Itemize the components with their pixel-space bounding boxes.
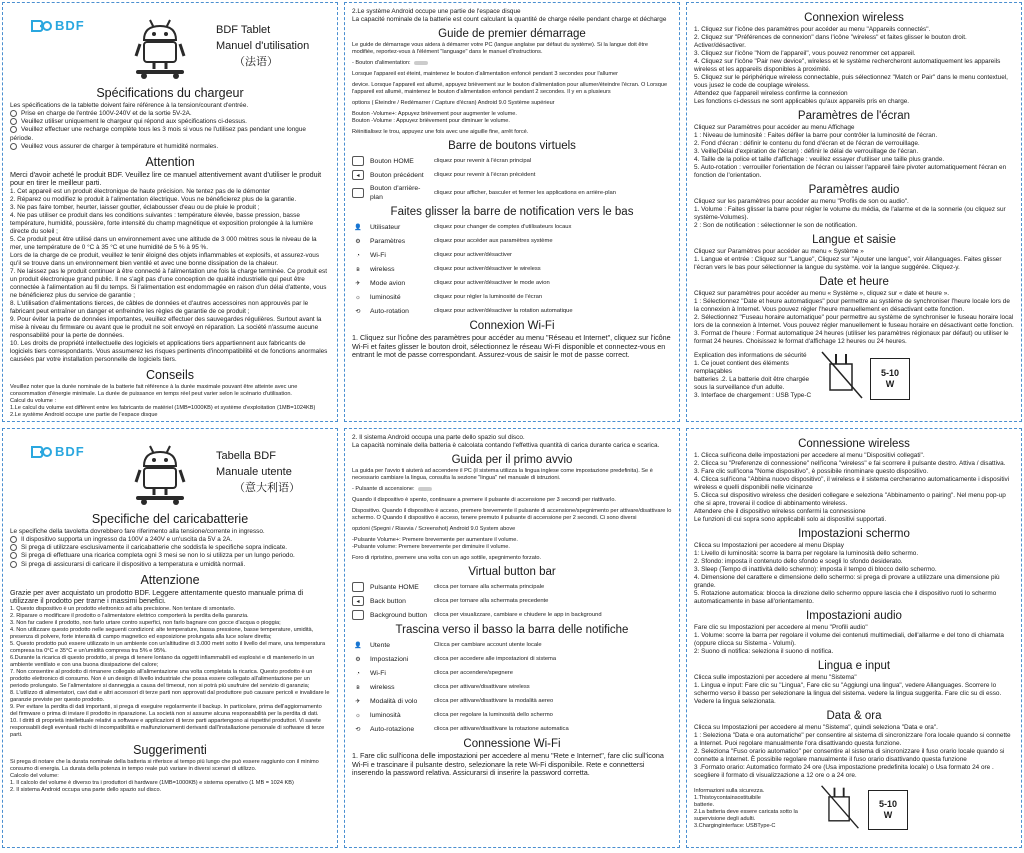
bullet-icon xyxy=(10,544,17,551)
top-note: La capacità nominale della batteria è calcolata contando l'effettiva quantità di carica durante carica e scarica. xyxy=(352,442,660,449)
wifi-icon: ◔ xyxy=(356,251,360,259)
it-settings-panel xyxy=(686,428,1022,848)
audio-text xyxy=(694,624,1014,656)
wireless-line: 4. Cliquez sur l'icône "Pair new device", wireless et le système rechercheront automatiquement les appareils wireless et les appareils disponibles à proximité. xyxy=(694,58,1001,73)
tips-list xyxy=(10,759,330,794)
notification-title: Faites glisser la barre de notification vers le bas xyxy=(390,206,634,218)
notif-row-settings: ⚙ Impostazioni clicca per accedere alle impostazioni di sistema xyxy=(352,654,672,664)
tip-item: Calcul du volume : xyxy=(10,397,57,404)
date-line: 3 .Formato orario: Automatico formato 24 ore (Usa impostazione predefinita locale) o Usa formato 24 ore . scegliere il formato di visualizzazione a 12 ore o a 24 ore. xyxy=(694,764,994,779)
wireless-icon: ʙ xyxy=(356,265,360,273)
audio-line: Cliquez sur les paramètres pour accéder au menu "Profils de son ou audio". xyxy=(694,198,909,205)
cover-language: （法语） xyxy=(234,56,278,68)
startup-text xyxy=(352,468,672,562)
power-key-icon xyxy=(418,487,432,491)
date-line: Cliquez sur paramètres pour accéder au menu « Système », cliquez sur « date et heure ». xyxy=(694,290,950,297)
gear-icon: ⚙ xyxy=(355,655,361,663)
safety-block xyxy=(694,350,1014,400)
cover-title-block xyxy=(216,448,300,496)
home-button-icon xyxy=(352,156,364,166)
fr-cover-panel xyxy=(2,2,338,422)
virtual-bar-title: Virtual button bar xyxy=(468,566,556,578)
bullet-icon xyxy=(10,536,17,543)
android-skateboard-icon xyxy=(132,14,188,80)
power-key-icon xyxy=(414,61,428,65)
date-text xyxy=(694,290,1014,346)
safety-block xyxy=(694,784,1014,830)
back-button-icon: ◂ xyxy=(352,170,364,180)
language-text xyxy=(694,248,1014,272)
wireless-line: Attendere che il dispositivo wireless confermi la connessione xyxy=(694,508,866,515)
notif-row-user: 👤 Utilisateur cliquez pour changer de comptes d'utilisateurs locaux xyxy=(352,222,672,232)
wireless-line: 1. Clicca sull'icona delle impostazioni per accedere al menu "Dispositivi collegati". xyxy=(694,452,925,459)
virtual-row-home: Pulsante HOME clicca per tornare alla schermata principale xyxy=(352,582,672,592)
logo-mark-icon xyxy=(30,19,52,33)
brightness-icon: ☼ xyxy=(355,293,361,301)
wifi-title: Connexion Wi-Fi xyxy=(469,320,555,332)
wireless-line: Le funzioni di cui sopra sono applicabili solo ai dispositivi supportati. xyxy=(694,516,887,523)
tips-list xyxy=(10,384,330,419)
rotate-icon: ⟲ xyxy=(355,307,361,315)
brand-logo xyxy=(30,444,85,459)
top-note: 2.Le système Android occupe une partie de l'espace disque xyxy=(352,8,521,15)
screen-line: Clicca su Impostazioni per accedere al menu Display xyxy=(694,542,844,549)
virtual-bar-title: Barre de boutons virtuels xyxy=(448,140,576,152)
bullet-icon xyxy=(10,561,17,568)
virtual-row-back: ◂ Back button clicca per tornare alla schermata precedente xyxy=(352,596,672,606)
brightness-icon: ☼ xyxy=(355,711,361,719)
startup-line: device. Lorsque l'appareil est allumé, appuyez brièvement sur le bouton d'alimentation pour allumer/éteindre l'écran. O Lorsque l'appareil est allumé, maintenez le bouton d'alimentation enfoncé pendant 2 secondes. Il y en a plusieurs xyxy=(352,82,668,95)
attention-item: 5. Ce produit peut être utilisé dans un environnement avec une altitude de 3 000 mètres sous le niveau de la mer, une température de 0 °C à 35 °C et une humidité de 5 % à 95 %. xyxy=(10,235,317,251)
audio-line: 1. Volume: scorre la barra per regolare il volume dei contenuti multimediali, dell'allarme e del tono di chiamata (oppure clicca su Sistema - Volumi). xyxy=(694,632,1004,647)
bullet-icon xyxy=(10,552,17,559)
back-button-icon: ◂ xyxy=(352,596,364,606)
startup-title: Guida per il primo avvio xyxy=(451,454,573,466)
language-line: 1. Langue et entrée : Cliquez sur "Langue", Cliquez sur "Ajouter une langue", voir Allanguages. Faites glisser l'écran vers le bas pour sélectionner la langue du système. voir la langue suggérée. Cliquez-y. xyxy=(694,256,1002,271)
notif-row-rotate: ⟲ Auto-rotation cliquez pour activer/désactiver la rotation automatique xyxy=(352,306,672,316)
attention-item: 3. Ne pas faire tomber, heurter, laisser goutter, éclabousser d'eau ou de pluie le produit ; xyxy=(10,203,260,211)
attention-item: 5. Questo prodotto può essere utilizzato in un ambiente con un'altitudine di 3.000 metri sotto il livello del mare, una temperatura compresa tra 0°C e 35°C e un'umidità compresa tra 5% e 95%. xyxy=(10,640,326,654)
cover-subtitle: Manuel d'utilisation xyxy=(216,40,310,52)
tip-item: Si prega di notare che la durata nominale della batteria si riferisce al tempo più lungo che può essere raggiunto con il minimo consumo di energia. La durata della potenza in tempo reale può variare in diversi scenari di utilizzo. xyxy=(10,758,319,772)
notification-title: Trascina verso il basso la barra delle notifiche xyxy=(395,624,629,636)
safety-text xyxy=(694,788,812,830)
attention-item: 7. Non consentire al prodotto di rimanere collegato all'alimentazione una volta completata la ricarica. Questo prodotto è un prodotto elettronico di consumo. Non è un design di livello industriale che possa essere collegato all'alimentazione per un periodo prolungato. Se l'alimentatore si danneggia a causa del timeout, non si potrà più usufruire del servizio di garanzia; xyxy=(10,668,313,689)
attention-item: 10. I diritti di proprietà intellettuale relativi a software e applicazioni di terze parti appartengono ai rispettivi produttori. Vi sarete responsabili degli eventuali rischi di incompatibilità e malfunzionamenti derivanti dall'installazione personale di software di terze parti. xyxy=(10,717,325,738)
screen-line: 3. Veille(Délai d'expiration de l'écran) : définir le délai de verrouillage de l'écran. xyxy=(694,148,919,155)
screen-line: 2. Fond d'écran : définir le contenu du fond d'écran et de l'écran de verrouillage. xyxy=(694,140,920,147)
wireless-line: Les fonctions ci-dessus ne sont applicables qu'aux appareils pris en charge. xyxy=(694,98,910,105)
language-title: Langue et saisie xyxy=(812,234,896,246)
panel-top-notes xyxy=(352,8,672,24)
notif-row-brightness: ☼ luminosità clicca per regolare la luminosità dello schermo xyxy=(352,710,672,720)
startup-line: -Pulsante volume: Premere brevemente per diminuire il volume. xyxy=(352,544,510,550)
startup-line: - Pulsante di accensione: xyxy=(352,486,672,493)
startup-line: Réinitialisez le trou, appuyez une fois avec une aiguille fine, arrêt forcé. xyxy=(352,129,529,135)
tip-item: 1.Le calcul du volume est différent entre les fabricants de matériel (1MB=1000KB) et système d'exploitation (1MB=1024KB) xyxy=(10,404,316,411)
spec-line: Si prega di utilizzare esclusivamente il caricabatterie che soddisfa le specifiche sopra indicate. xyxy=(10,544,330,552)
logo-text: BDF xyxy=(55,18,85,33)
language-line: Clicca sulle impostazioni per accedere al menu "Sistema" xyxy=(694,674,857,681)
attention-item: 9. Pour éviter la perte de données importantes, veuillez effectuer des sauvegardes régulières. Surtout avant la mise à niveau du firmware ou avant que le produit ne soit envoyé en réparation. La société n'assume aucune responsabilité pour la perte de données. xyxy=(10,315,322,339)
virtual-row-recent: Background button clicca per visualizzare, cambiare e chiudere le app in background xyxy=(352,610,672,620)
virtual-row-home: Bouton HOME cliquez pour revenir à l'écran principal xyxy=(352,156,672,166)
spec-line: Les spécifications de la tablette doivent faire référence à la tension/courant d'entrée. xyxy=(10,102,249,109)
startup-line: Le guide de démarrage vous aidera à démarrer votre PC (langue anglaise par défaut du système). Si la langue doit être modifiée, reportez-vous à l'élément "language" dans le manuel d'instructions. xyxy=(352,42,649,55)
attention-item: 1. Cet appareil est un produit électronique de haute précision. Ne tentez pas de le démonter xyxy=(10,187,271,195)
cover-subtitle: Manuale utente xyxy=(216,466,292,478)
cover-title: Tabella BDF xyxy=(216,450,276,462)
audio-line: Fare clic su Impostazioni per accedere al menu "Profili audio" xyxy=(694,624,868,631)
audio-title: Paramètres audio xyxy=(808,184,900,196)
safety-text xyxy=(694,352,814,400)
screen-line: 3. Sleep (Tempo di inattività dello schermo): imposta il tempo di blocco dello schermo. xyxy=(694,566,937,573)
tip-item: 2. Il sistema Android occupa una parte dello spazio sul disco. xyxy=(10,786,162,793)
date-line: 3. Format de l'heure : Format automatique 24 heures (utiliser les paramètres régionaux par défaut) ou utiliser le format 24 heures. Choisissez le format d'affichage 12 heures ou 24 heures. xyxy=(694,330,1009,345)
startup-line: Lorsque l'appareil est éteint, maintenez le bouton d'alimentation enfoncé pendant 3 secondes pour l'allumer xyxy=(352,71,618,77)
home-button-icon xyxy=(352,582,364,592)
wireless-line: 3. Cliquez sur l'icône "Nom de l'appareil", vous pouvez renommer cet appareil. xyxy=(694,50,916,57)
date-text xyxy=(694,724,1014,780)
wireless-text xyxy=(694,26,1014,106)
cover-language: （意大利语） xyxy=(234,482,300,494)
tip-item: 1. Il calcolo del volume è diverso tra i produttori di hardware (1MB=1000KB) e sistema operativo (1 MB = 1024 KB) xyxy=(10,779,294,786)
user-icon: 👤 xyxy=(354,223,362,231)
screen-line: 5. Rotazione automatica: blocca la direzione dello schermo oppure lascia che il dispositivo ruoti lo schermo automaticamente in base all'orientamento. xyxy=(694,590,997,605)
notif-row-wifi: ◔ Wi-Fi clicca per accendere/spegnere xyxy=(352,668,672,678)
date-line: 1 : Seleziona "Data e ora automatiche" per consentire al sistema di sincronizzare l'ora locale quando si connette a Internet. Puoi regolare manualmente l'ora disattivando questa funzione. xyxy=(694,732,1011,747)
wireless-icon: ʙ xyxy=(356,683,360,691)
spec-line: Si prega di assicurarsi di caricare il dispositivo a temperatura e umidità normali. xyxy=(10,561,330,569)
android-skateboard-icon xyxy=(132,440,188,506)
attention-item: 1. Questo dispositivo è un prodotto elettronico ad alta precisione. Non tentare di smontarlo. xyxy=(10,605,236,612)
screen-title: Impostazioni schermo xyxy=(798,528,910,540)
screen-line: 2. Sfondo: imposta il contenuto dello sfondo e scegli lo sfondo desiderato. xyxy=(694,558,903,565)
wireless-line: 2. Cliquez sur "Préférences de connexion" dans l'icône "wireless" et faites glisser le bouton droit. Activer/désactiver. xyxy=(694,34,967,49)
notif-row-wireless: ʙ wireless clicca per attivare/disattivare wireless xyxy=(352,682,672,692)
language-line: 1. Lingua e input: Fare clic su "Lingua", Fare clic su "Aggiungi una lingua", vedere Allanguages. Scorrere lo schermo verso il basso per selezionare la lingua del sistema. vedere la lingua suggerita. Fare clic su di esso. Vedere la lingua selezionata. xyxy=(694,682,1002,705)
startup-line: - Bouton d'alimentation: xyxy=(352,60,672,67)
charger-specs xyxy=(10,528,330,569)
attention-item: 3. Non far cadere il prodotto, non farlo urtare contro superfici, non farlo bagnare con gocce d'acqua o pioggia; xyxy=(10,619,281,626)
notif-row-wireless: ʙ wireless cliquez pour activer/désactiver le wireless xyxy=(352,264,672,274)
virtual-row-recent: Bouton d'arrière-plan cliquez pour afficher, basculer et fermer les applications en arrière-plan xyxy=(352,184,672,202)
screen-text xyxy=(694,542,1014,606)
spec-line: Le specifiche della tavoletta dovrebbero fare riferimento alla tensione/corrente in ingresso. xyxy=(10,528,265,535)
spec-line: Si prega di effettuare una ricarica completa ogni 3 mesi se non lo si utilizza per un lungo periodo. xyxy=(10,552,330,560)
wireless-line: 5. Clicca sul dispositivo wireless che desideri collegare e seleziona "Abbinamento o pairing". Nel menu pop-up che si apre, troverai il codice di abbinamento wireless. xyxy=(694,492,1006,507)
attention-item: 4. Ne pas utiliser ce produit dans les conditions suivantes : température élevée, basse pression, basse température, humidité, poussière, forte intensité du champ magnétique et exposition prolongée à la lumière directe du soleil ; xyxy=(10,211,314,235)
bullet-icon xyxy=(10,126,17,133)
startup-line: -Pulsante Volume+: Premere brevemente per aumentare il volume. xyxy=(352,537,518,543)
attention-item: 8. L'utilisation d'alimentations tierces, de câbles de données et d'autres accessoires non approuvés par le fabricant peut entraîner un danger et enfreindre les règles de garantie de ce produit ; xyxy=(10,299,309,315)
bullet-icon xyxy=(10,143,17,150)
date-line: 2. Seleziona "Fuso orario automatico" per consentire al sistema di sincronizzare il fuso orario locale quando si connette a Internet. È possibile regolare manualmente il fuso orario disattivando questa funzione xyxy=(694,748,1005,763)
attention-list xyxy=(10,188,330,364)
wireless-line: 3. Fare clic sull'icona "Nome dispositivo", è possibile rinominare questo dispositivo. xyxy=(694,468,929,475)
attention-item: 6.Durante la ricarica di questo prodotto, si prega di tenere lontano da oggetti infiammabili ed esplosivi e di mantenerlo in un ambiente ventilato e con una buona dissipazione del calore; xyxy=(10,654,315,668)
date-title: Data & ora xyxy=(826,710,882,722)
gear-icon: ⚙ xyxy=(355,237,361,245)
tip-item: Calcolo del volume: xyxy=(10,772,59,779)
tips-title: Suggerimenti xyxy=(133,742,207,757)
safety-line: Explication des informations de sécurité xyxy=(694,352,807,359)
notif-row-airplane: ✈ Modalità di volo clicca per attivare/disattivare la modalità aereo xyxy=(352,696,672,706)
wireless-line: Attendez que l'appareil wireless confirme la connexion xyxy=(694,90,848,97)
safety-line: batteries .2. La batterie doit être chargée sous la surveillance d'un adulte. xyxy=(694,376,810,391)
attention-title: Attention xyxy=(145,154,195,169)
fr-startup-panel xyxy=(344,2,680,422)
screen-line: 4. Taille de la police et taille d'affichage : veuillez essayer d'utiliser une taille plus grande. xyxy=(694,156,945,163)
date-line: 2. Sélectionnez "Fuseau horaire automatique" pour permettre au système de synchroniser le fuseau horaire local lors de la connexion à Internet. Vous pouvez régler manuellement le fuseau horaire en désactivant cette fonction. xyxy=(694,314,1014,329)
attention-item: 2. Réparez ou modifiez le produit à l'alimentation électrique. Vous ne bénéficierez plus de la garantie. xyxy=(10,195,297,203)
safety-line: 1.Thistoycontainsostituibile xyxy=(694,795,761,801)
crossed-charger-icon xyxy=(820,350,864,400)
it-startup-panel xyxy=(344,428,680,848)
attention-item: 2. Riparare o modificare il prodotto o l'alimentatore elettrico comporterà la perdita della garanzia. xyxy=(10,612,249,619)
date-line: 1 : Sélectionnez "Date et heure automatiques" pour permettre au système de synchroniser l'heure locale lors de la connexion à Internet. Vous pouvez régler l'heure manuellement en désactivant cette fonction. xyxy=(694,298,1010,313)
date-line: Clicca su Impostazioni per accedere al menu "Sistema", quindi seleziona "Data e ora". xyxy=(694,724,938,731)
virtual-row-back: ◂ Bouton précédent cliquez pour revenir à l'écran précédent xyxy=(352,170,672,180)
audio-text xyxy=(694,198,1014,230)
startup-line: opzioni (Spegni / Riavvia / Screenshot) Android 9.0 System above xyxy=(352,526,516,532)
crossed-charger-icon xyxy=(818,784,862,830)
charger-wattage-badge: 5-10 W xyxy=(868,790,908,830)
wifi-icon: ◔ xyxy=(356,669,360,677)
it-cover-panel xyxy=(2,428,338,848)
cover-title: BDF Tablet xyxy=(216,24,271,36)
spec-line: Veuillez vous assurer de charger à température et humidité normales. xyxy=(10,143,330,151)
airplane-icon: ✈ xyxy=(355,697,361,705)
rotate-icon: ⟲ xyxy=(355,725,361,733)
screen-line: 4. Dimensione del carattere e dimensione dello schermo: si prega di provare a utilizzare una dimensione più grande. xyxy=(694,574,1000,589)
logo-mark-icon xyxy=(30,445,52,459)
attention-intro: Merci d'avoir acheté le produit BDF. Veuillez lire ce manuel attentivement avant d'utiliser le produit pour en tirer le meilleur parti. xyxy=(10,169,322,188)
notif-row-wifi: ◔ Wi-Fi cliquez pour activer/désactiver xyxy=(352,250,672,260)
tips-title: Conseils xyxy=(146,367,194,382)
bullet-icon xyxy=(10,118,17,125)
wifi-text: 1. Fare clic sull'icona delle impostazioni per accedere al menu "Rete e Internet", fare clic sull'icona Wi-Fi e trascinare il pulsante destro, selezionare la rete Wi-Fi disponibile. Rete e connettersi inserendo la password relativa. Assicurarsi di inserire la password corretta. xyxy=(352,751,664,778)
attention-item: 9. Per evitare la perdita di dati importanti, si prega di eseguire regolarmente il backup. In particolare, prima dell'aggiornamento del firmware o prima di inviare il prodotto in riparazione. La società non si assume alcuna responsabilità per la perdita di dati. xyxy=(10,703,322,717)
notif-row-settings: ⚙ Paramètres cliquez pour accéder aux paramètres système xyxy=(352,236,672,246)
attention-item: Lors de la charge de ce produit, veuillez le tenir éloigné des objets inflammables et explosifs, et assurez-vous qu'il se trouve dans un environnement bien ventilé et avec une bonne dissipation de la chaleur. xyxy=(10,251,320,267)
notif-row-rotate: ⟲ Auto-rotazione clicca per attivare/disattivare la rotazione automatica xyxy=(352,724,672,734)
safety-line: 2.La batteria deve essere caricata sotto la supervisione degli adulti. xyxy=(694,809,798,822)
tip-item: Veuillez noter que la durée nominale de la batterie fait référence à la durée maximale pouvant être atteinte avec une consommation d'énergie minimale. La durée de puissance en temps réel peut varier selon le scénario d'utilisation. xyxy=(10,383,298,397)
attention-intro: Grazie per aver acquistato un prodotto BDF. Leggere attentamente questo manuale prima di utilizzare il prodotto per trarne i massimi benefici. xyxy=(10,587,304,606)
startup-title: Guide de premier démarrage xyxy=(438,28,586,40)
startup-line: Foro di ripristino, premere una volta con un ago sottile, spegnimento forzato. xyxy=(352,555,542,561)
screen-line: 1 : Niveau de luminosité : Faites défiler la barre pour contrôler la luminosité de l'écran. xyxy=(694,132,938,139)
startup-line: Dispositivo. Quando il dispositivo è acceso, premere brevemente il pulsante di accensione/spegnimento per attivare/disattivare lo schermo. O Quando il dispositivo è acceso, tenere premuto il pulsante di accensione per 2 secondi. Ci sono diversi xyxy=(352,508,672,521)
screen-line: Cliquez sur Paramètres pour accéder au menu Affichage xyxy=(694,124,855,131)
spec-line: Veuillez utiliser uniquement le chargeur qui répond aux spécifications ci-dessus. xyxy=(10,118,330,126)
safety-line: 1. Ce jouet contient des éléments remplaçables xyxy=(694,360,789,375)
attention-item: 7. Ne laissez pas le produit continuer à être connecté à l'alimentation une fois la charge terminée. Ce produit est un produit électronique grand public. Il ne s'agit pas d'une conception de qualité industrielle qui peut être connectée à l'alimentation au fil du temps. Si l'alimentation est endommagée en raison d'un délai d'attente, vous ne bénéficierez plus du service de garantie ; xyxy=(10,267,328,299)
startup-text xyxy=(352,42,672,136)
startup-line: Bouton -Volume : Appuyez brièvement pour diminuer le volume. xyxy=(352,118,510,124)
safety-line: 3.Charginginterface: USBType-C xyxy=(694,823,776,829)
language-title: Lingua e input xyxy=(817,660,891,672)
screen-line: 1: Livello di luminosità: scorre la barra per regolare la luminosità dello schermo. xyxy=(694,550,919,557)
spec-line: Veuillez effectuer une recharge complète tous les 3 mois si vous ne l'utilisez pas pendant une longue période. xyxy=(10,126,306,142)
safety-line: batterie. xyxy=(694,802,715,808)
charger-specs xyxy=(10,102,330,151)
notif-row-airplane: ✈ Mode avion cliquez pour activer/désactiver le mode avion xyxy=(352,278,672,288)
wireless-line: 4. Clicca sull'icona "Abbina nuovo dispositivo", il wireless e il sistema cercheranno automaticamente i dispositivi wireless e quelli disponibili nelle vicinanze xyxy=(694,476,1010,491)
date-title: Date et heure xyxy=(819,276,889,288)
wireless-line: 5. Cliquez sur le périphérique wireless connectable, puis sélectionnez "Match or Pair" dans le menu contextuel, vous jusez le code de couplage wireless. xyxy=(694,74,1008,89)
screen-text xyxy=(694,124,1014,180)
airplane-icon: ✈ xyxy=(355,279,361,287)
wireless-line: 2. Clicca su "Preferenze di connessione" nell'icona "wireless" e fai scorrere il pulsante destro. Attiva / disattiva. xyxy=(694,460,1006,467)
attention-item: 10. Les droits de propriété intellectuelle des logiciels et applications tiers appartiennent aux fabricants de logiciels tiers correspondants. Vous assumerez les risques pertinents d'incompatibilité et de fonctions anormales causées par votre installation personnelle de logiciels tiers. xyxy=(10,339,328,363)
audio-title: Impostazioni audio xyxy=(806,610,902,622)
cover-header xyxy=(10,8,330,82)
recent-apps-icon xyxy=(352,610,364,620)
wireless-title: Connexion wireless xyxy=(804,12,904,24)
fr-settings-panel xyxy=(686,2,1022,422)
cover-title-block xyxy=(216,22,309,70)
startup-line: Quando il dispositivo è spento, continuare a premere il pulsante di accensione per 3 secondi per riattivarlo. xyxy=(352,497,616,503)
wifi-title: Connessione Wi-Fi xyxy=(463,738,561,750)
language-line: Cliquez sur Paramètres pour accéder au menu « Système » xyxy=(694,248,864,255)
charger-wattage-badge: 5-10 W xyxy=(870,358,910,400)
panel-top-notes xyxy=(352,434,672,450)
top-note: 2. Il sistema Android occupa una parte dello spazio sul disco. xyxy=(352,434,525,441)
wifi-text: 1. Cliquez sur l'icône des paramètres pour accéder au menu "Réseau et Internet", cliquez sur l'icône Wi-Fi et faites glisser le bouton droit, sélectionnez le réseau Wi-Fi disponible et connectez-vous en entrant le mot de passe correspondant. Assurez-vous de saisir le mot de passe correct. xyxy=(352,333,671,360)
recent-apps-icon xyxy=(352,188,364,198)
spec-line: Il dispositivo supporta un ingresso da 100V a 240V e un'uscita da 5V a 2A. xyxy=(10,536,330,544)
attention-item: 8. L'utilizzo di alimentatori, cavi dati e altri accessori di terze parti non approvati dal produttore può causare pericoli e invalidare le garanzie previste per questo prodotto. xyxy=(10,689,330,703)
top-note: La capacité nominale de la batterie est count calculant la quantité de charge réelle pendant charge et décharge xyxy=(352,16,667,23)
notif-row-user: 👤 Utente Clicca per cambiare account utente locale xyxy=(352,640,672,650)
audio-line: 2 : Son de notification : sélectionner le son de notification. xyxy=(694,222,858,229)
audio-line: 2: Suono di notifica: seleziona il suono di notifica. xyxy=(694,648,834,655)
safety-line: Informazioni sulla sicurezza. xyxy=(694,788,765,794)
tip-item: 2.Le système Android occupe une partie de l'espace disque xyxy=(10,411,158,418)
safety-line: 3. Interface de chargement : USB Type-C xyxy=(694,392,812,399)
bullet-icon xyxy=(10,110,17,117)
brand-logo xyxy=(30,18,85,33)
attention-item: 4. Non utilizzare questo prodotto nelle seguenti condizioni: alte temperature, bassa pressione, basse temperature, umidità, presenza di polvere, forte intensità di campo magnetico ed esposizione prolungata alla luce solare diretta; xyxy=(10,626,314,640)
attention-list xyxy=(10,606,330,739)
attention-title: Attenzione xyxy=(140,572,200,587)
charger-title: Spécifications du chargeur xyxy=(96,86,244,100)
wireless-text xyxy=(694,452,1014,524)
screen-title: Paramètres de l'écran xyxy=(797,110,911,122)
wireless-title: Connessione wireless xyxy=(798,438,910,450)
user-icon: 👤 xyxy=(354,641,362,649)
screen-line: 5. Auto-rotation : verrouiller l'orientation de l'écran ou laisser l'appareil faire pivoter automatiquement l'écran en fonction de l'orientation. xyxy=(694,164,1007,179)
cover-header xyxy=(10,434,330,508)
audio-line: 1. Volume : Faites glisser la barre pour régler le volume du média, de l'alarme et de la sonnerie (ou cliquez sur système-Volumes). xyxy=(694,206,1006,221)
logo-text: BDF xyxy=(55,444,85,459)
startup-line: La guida per l'avvio ti aiuterà ad accendere il PC (il sistema utilizza la lingua inglese come impostazione predefinita). Se è necessario cambiare la lingua, consulta la sezione "lingua" nel manuale di istruzioni. xyxy=(352,468,653,481)
language-text xyxy=(694,674,1014,706)
startup-line: options ( Éteindre / Redémarrer / Capture d'écran) Android 9.0 Système supérieur xyxy=(352,100,555,106)
wireless-line: 1. Cliquez sur l'icône des paramètres pour accéder au menu "Appareils connectés". xyxy=(694,26,931,33)
notif-row-brightness: ☼ luminosité cliquez pour régler la luminosité de l'écran xyxy=(352,292,672,302)
spec-line: Prise en charge de l'entrée 100V-240V et de la sortie 5V-2A. xyxy=(10,110,330,118)
charger-title: Specifiche del caricabatterie xyxy=(91,512,249,526)
startup-line: Bouton -Volume+: Appuyez brièvement pour augmenter le volume. xyxy=(352,111,517,117)
